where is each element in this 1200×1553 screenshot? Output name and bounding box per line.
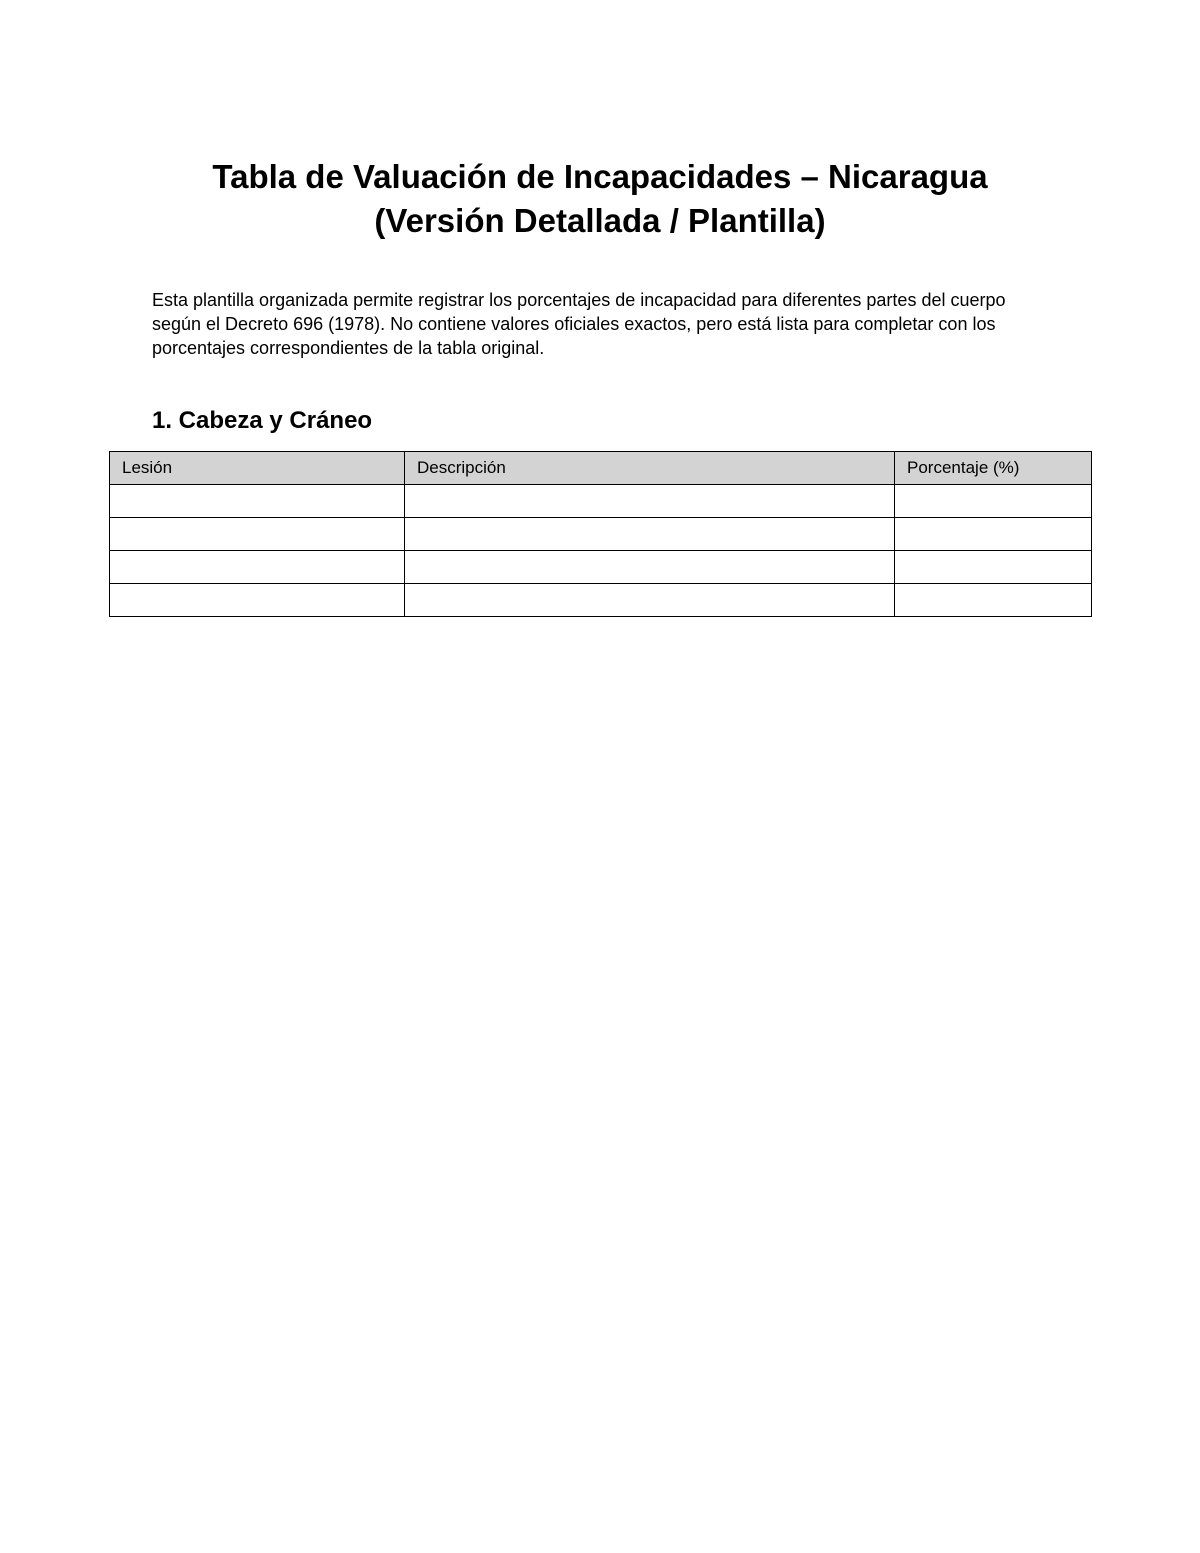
cell-descripcion[interactable] <box>405 584 895 617</box>
table-row <box>110 551 1092 584</box>
page-title <box>100 155 1100 243</box>
cell-porcentaje[interactable] <box>895 584 1092 617</box>
disability-table <box>109 451 1092 617</box>
cell-porcentaje[interactable] <box>895 551 1092 584</box>
cell-porcentaje[interactable] <box>895 485 1092 518</box>
cell-porcentaje[interactable] <box>895 518 1092 551</box>
table-row <box>110 584 1092 617</box>
cell-lesion[interactable] <box>110 518 405 551</box>
table-row <box>110 518 1092 551</box>
cell-descripcion[interactable] <box>405 518 895 551</box>
header-lesion: Lesión <box>110 452 405 485</box>
title-line-1: Tabla de Valuación de Incapacidades – Nicaragua <box>212 158 988 195</box>
cell-descripcion[interactable] <box>405 485 895 518</box>
header-descripcion: Descripción <box>405 452 895 485</box>
table-header-row <box>110 452 1092 485</box>
cell-descripcion[interactable] <box>405 551 895 584</box>
intro-paragraph: Esta plantilla organizada permite registrar los porcentajes de incapacidad para diferentes partes del cuerpo según el Decreto 696 (1978). No contiene valores oficiales exactos, pero está lista para completar con los porcentajes correspondientes de la tabla original. <box>152 290 1006 358</box>
title-line-2: (Versión Detallada / Plantilla) <box>374 202 826 239</box>
cell-lesion[interactable] <box>110 584 405 617</box>
section-heading: 1. Cabeza y Cráneo <box>152 407 373 434</box>
cell-lesion[interactable] <box>110 485 405 518</box>
table-row <box>110 485 1092 518</box>
header-porcentaje: Porcentaje (%) <box>895 452 1092 485</box>
cell-lesion[interactable] <box>110 551 405 584</box>
